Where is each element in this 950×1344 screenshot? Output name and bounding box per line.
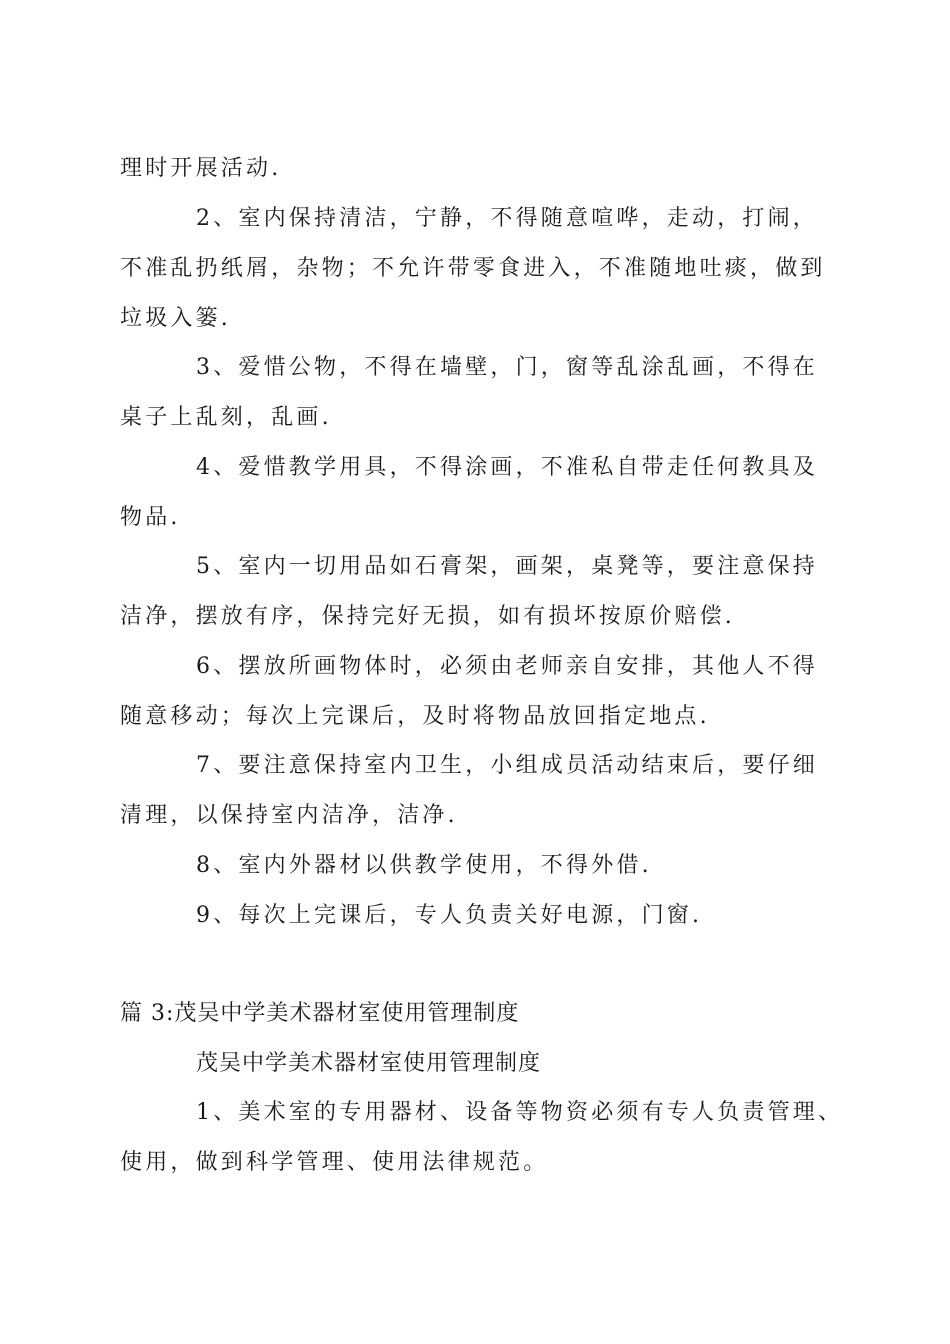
rule-2-line-1: 2、室内保持清洁，宁静，不得随意喧哗，走动，打闹， xyxy=(196,206,818,231)
section-heading: 篇 3:茂吴中学美术器材室使用管理制度 xyxy=(120,1001,520,1026)
rule-2-line-3: 垃圾入篓. xyxy=(120,306,231,331)
rule-4-line-2: 物品. xyxy=(120,505,181,530)
rule-6-line-1: 6、摆放所画物体时，必须由老师亲自安排，其他人不得 xyxy=(196,654,818,679)
rule-5-line-2: 洁净，摆放有序，保持完好无损，如有损坏按原价赔偿. xyxy=(120,604,735,629)
rule-5-line-1: 5、室内一切用品如石膏架，画架，桌凳等，要注意保持 xyxy=(196,554,818,579)
rule-4-line-1: 4、爱惜教学用具，不得涂画，不准私自带走任何教具及 xyxy=(196,455,818,480)
rule-6-line-2: 随意移动；每次上完课后，及时将物品放回指定地点. xyxy=(120,704,710,729)
rule-7-line-1: 7、要注意保持室内卫生，小组成员活动结束后，要仔细 xyxy=(196,753,818,778)
paragraph-line: 理时开展活动. xyxy=(120,156,282,181)
section-rule-1-line-2: 使用，做到科学管理、使用法律规范。 xyxy=(120,1150,549,1175)
section-rule-1-line-1: 1、美术室的专用器材、设备等物资必须有专人负责管理、 xyxy=(196,1100,844,1125)
rule-2-line-2: 不准乱扔纸屑，杂物；不允许带零食进入，不准随地吐痰，做到 xyxy=(120,256,826,281)
rule-9-line: 9、每次上完课后，专人负责关好电源，门窗. xyxy=(196,903,703,928)
rule-3-line-1: 3、爱惜公物，不得在墙壁，门，窗等乱涂乱画，不得在 xyxy=(196,355,818,380)
section-title: 茂吴中学美术器材室使用管理制度 xyxy=(196,1051,542,1076)
rule-8-line: 8、室内外器材以供教学使用，不得外借. xyxy=(196,853,652,878)
rule-7-line-2: 清理，以保持室内洁净，洁净. xyxy=(120,803,458,828)
rule-3-line-2: 桌子上乱刻，乱画. xyxy=(120,405,332,430)
